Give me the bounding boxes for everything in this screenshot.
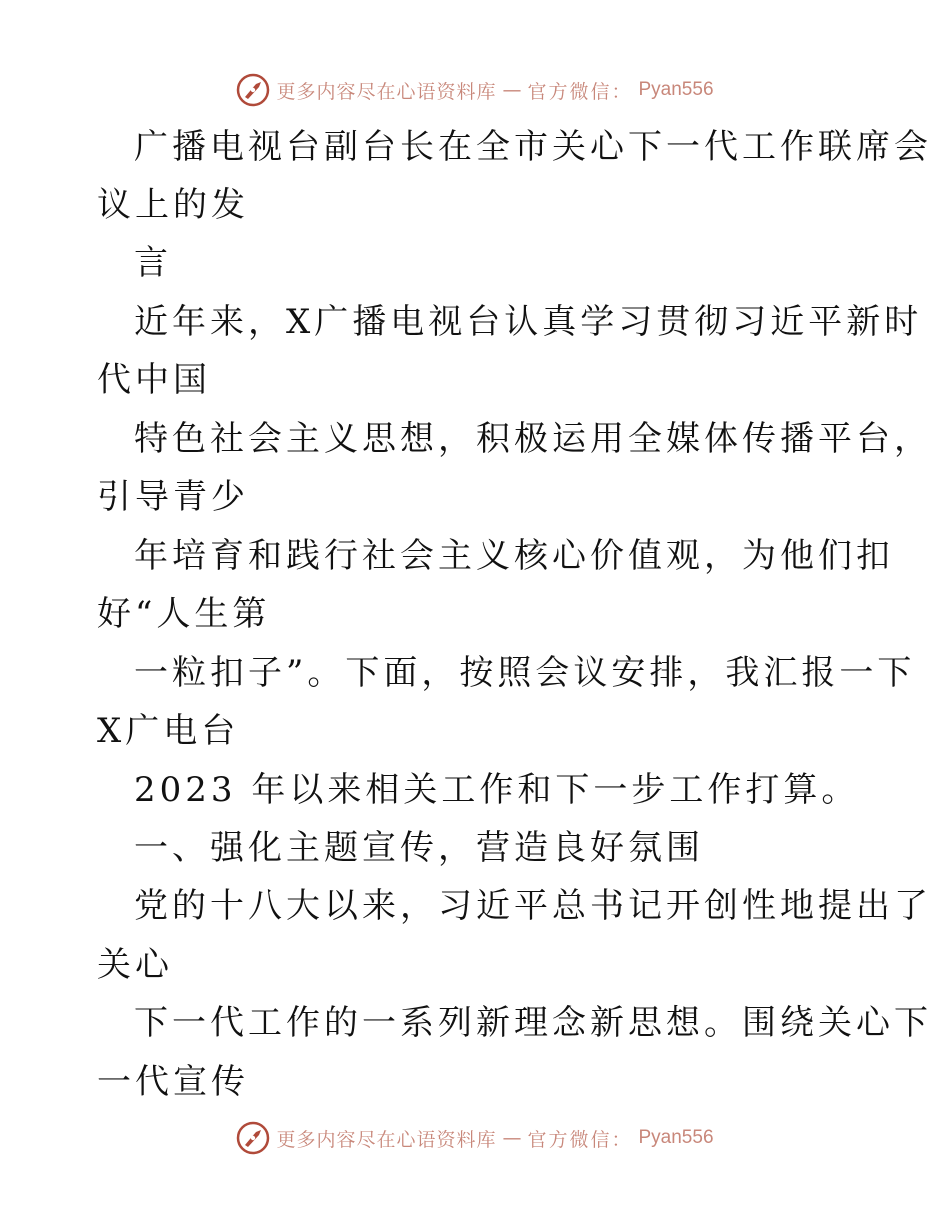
text-line: 好“人生第 (97, 594, 271, 634)
watermark-account: Pyan556 (638, 1127, 714, 1148)
footer-watermark (0, 1118, 950, 1158)
text-line: 一代宣传 (97, 1062, 249, 1102)
text-line: X广电台 (97, 711, 240, 751)
text-line: 近年来，X广播电视台认真学习贯彻习近平新时 (134, 302, 923, 342)
text-line: 言 (134, 243, 172, 283)
watermark-account: Pyan556 (638, 79, 714, 100)
watermark-label: 官方微信： (527, 80, 633, 103)
text-line: 党的十八大以来，习近平总书记开创性地提出了 (134, 886, 932, 926)
text-line: 年培育和践行社会主义核心价值观，为他们扣 (134, 536, 894, 576)
watermark-separator: — (502, 1127, 522, 1149)
watermark-label: 官方微信： (527, 1128, 633, 1151)
text-line: 一粒扣子”。下面，按照会议安排，我汇报一下 (134, 653, 916, 693)
text-line: 2023 年以来相关工作和下一步工作打算。 (134, 770, 860, 810)
pen-nib-logo-icon (236, 73, 270, 107)
text-line: 代中国 (97, 360, 211, 400)
watermark-separator: — (502, 79, 522, 101)
section-heading: 一、强化主题宣传，营造良好氛围 (134, 828, 704, 868)
text-line: 下一代工作的一系列新理念新思想。围绕关心下 (134, 1003, 932, 1043)
text-line: 关心 (97, 945, 173, 985)
watermark-text: 更多内容尽在心语资料库 (276, 1128, 497, 1151)
text-line: 议上的发 (97, 185, 249, 225)
text-line: 广播电视台副台长在全市关心下一代工作联席会 (134, 127, 932, 167)
pen-nib-logo-icon (236, 1121, 270, 1155)
text-line: 特色社会主义思想，积极运用全媒体传播平台， (134, 419, 932, 459)
header-watermark (0, 70, 950, 110)
watermark-text: 更多内容尽在心语资料库 (276, 80, 497, 103)
text-line: 引导青少 (97, 477, 249, 517)
